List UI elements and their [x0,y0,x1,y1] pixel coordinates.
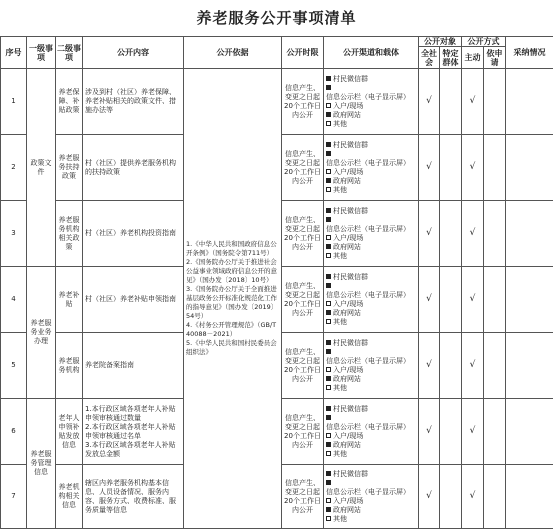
empty-box-icon [326,451,331,456]
channel-label: 入户/现场 [333,168,363,176]
row-channels [324,69,419,135]
channel-label: 信息公示栏（电子显示屏） [326,291,410,299]
checked-box-icon [326,349,331,354]
row-target-all [419,399,440,465]
row-mode-request [484,399,506,465]
channel-label: 其他 [333,186,347,194]
channel-option [326,300,416,309]
channel-label: 入户/现场 [333,432,363,440]
basis-line: 5.《中华人民共和国村民委员会组织法》 [186,339,279,357]
channel-label: 村民微信群 [333,405,368,413]
row-collect [506,399,553,465]
channel-label: 村民微信群 [333,470,368,478]
row-target-specific [440,201,462,267]
row-mode-active [462,135,484,201]
empty-box-icon [326,385,331,390]
content-line: 3.本行政区域各项老年人补贴发放总金额 [85,441,181,459]
row-content [83,135,184,201]
checked-box-icon [326,480,331,485]
check-mark-icon: √ [470,491,476,501]
row-time: 信息产生、变更之日起20个工作日内公开 [282,135,324,201]
check-mark-icon: √ [470,162,476,172]
empty-box-icon [326,169,331,174]
channel-list [326,273,416,327]
channel-label: 信息公示栏（电子显示屏） [326,93,410,101]
check-mark-icon: √ [470,360,476,370]
row-time: 信息产生、变更之日起20个工作日内公开 [282,201,324,267]
channel-option [326,168,416,177]
table-body [1,69,553,529]
channel-option [326,384,416,393]
channel-option [326,318,416,327]
row-collect [506,69,553,135]
channel-option [326,405,416,414]
channel-label: 政府网站 [333,309,361,317]
empty-box-icon [326,498,331,503]
row-target-all [419,201,440,267]
row-seq: 7 [1,465,27,529]
check-mark-icon: √ [470,426,476,436]
checked-box-icon [326,112,331,117]
row-mode-active [462,69,484,135]
row-collect [506,135,553,201]
checked-box-icon [326,76,331,81]
header-seq: 序号 [1,37,27,69]
channel-option [326,75,416,84]
channel-label: 其他 [333,252,347,260]
header-level2: 二级事项 [56,37,83,69]
row-collect [506,201,553,267]
channel-label: 入户/现场 [333,300,363,308]
row-mode-active [462,267,484,333]
channel-option [326,450,416,459]
row-mode-request [484,465,506,529]
row-seq: 5 [1,333,27,399]
row-seq: 4 [1,267,27,333]
checked-box-icon [326,442,331,447]
channel-option [326,414,416,432]
checked-box-icon [326,274,331,279]
channel-option [326,243,416,252]
row-mode-active [462,465,484,529]
row-target-specific [440,69,462,135]
channel-label: 村民微信群 [333,207,368,215]
row-mode-request [484,69,506,135]
channel-label: 政府网站 [333,375,361,383]
channel-label: 入户/现场 [333,234,363,242]
row-level2: 养老服务机构相关政策 [56,201,83,267]
row-mode-request [484,333,506,399]
channel-label: 信息公示栏（电子显示屏） [326,423,410,431]
page-title: 养老服务公开事项清单 [0,0,553,36]
header-target-specific: 特定群体 [440,47,462,69]
checked-box-icon [326,415,331,420]
content-line: 村（社区）养老补贴申领指南 [85,295,181,304]
empty-box-icon [326,301,331,306]
checked-box-icon [326,244,331,249]
header-content: 公开内容 [83,37,184,69]
row-channels [324,333,419,399]
check-mark-icon: √ [426,294,432,304]
row-level2: 养老补贴 [56,267,83,333]
channel-label: 政府网站 [333,243,361,251]
row-seq: 2 [1,135,27,201]
row-channels [324,135,419,201]
check-mark-icon: √ [470,96,476,106]
channel-option [326,339,416,348]
group-info: 养老服务管理信息 [27,399,56,529]
row-collect [506,465,553,529]
header-time: 公开时限 [282,37,324,69]
row-mode-request [484,201,506,267]
channel-option [326,366,416,375]
row-content [83,333,184,399]
channel-label: 信息公示栏（电子显示屏） [326,488,410,496]
content-line: 村（社区）提供养老服务机构的扶持政策 [85,159,181,177]
channel-label: 其他 [333,515,347,523]
row-level2: 养老服务扶持政策 [56,135,83,201]
channel-option [326,111,416,120]
channel-option [326,470,416,479]
check-mark-icon: √ [426,162,432,172]
channel-label: 入户/现场 [333,497,363,505]
channel-option [326,515,416,524]
channel-label: 村民微信群 [333,141,368,149]
row-target-all [419,267,440,333]
row-level2: 养老服务机构 [56,333,83,399]
channel-option [326,141,416,150]
checked-box-icon [326,178,331,183]
channel-option [326,252,416,261]
channel-label: 政府网站 [333,177,361,185]
row-channels [324,399,419,465]
empty-box-icon [326,121,331,126]
channel-label: 其他 [333,120,347,128]
channel-option [326,282,416,300]
row-mode-active [462,333,484,399]
row-level2: 老年人申领补贴发放信息 [56,399,83,465]
header-target-all: 全社会 [419,47,440,69]
row-content [83,201,184,267]
row-mode-request [484,135,506,201]
channel-label: 信息公示栏（电子显示屏） [326,225,410,233]
channel-option [326,479,416,497]
row-time: 信息产生、变更之日起20个工作日内公开 [282,333,324,399]
header-channel: 公开渠道和载体 [324,37,419,69]
channel-list [326,141,416,195]
check-mark-icon: √ [470,294,476,304]
channel-label: 政府网站 [333,441,361,449]
channel-list [326,339,416,393]
channel-option [326,506,416,515]
empty-box-icon [326,433,331,438]
row-seq: 3 [1,201,27,267]
channel-option [326,186,416,195]
empty-box-icon [326,253,331,258]
checked-box-icon [326,471,331,476]
row-target-specific [440,135,462,201]
check-mark-icon: √ [470,228,476,238]
channel-option [326,497,416,506]
channel-list [326,405,416,459]
row-mode-active [462,399,484,465]
row-mode-active [462,201,484,267]
content-line: 涉及到村（社区）养老保障、养老补贴相关的政策文件、措施办法等 [85,88,181,115]
basis-line: 1.《中华人民共和国政府信息公开条例》（国务院令第711号） [186,240,279,258]
empty-box-icon [326,319,331,324]
row-seq: 1 [1,69,27,135]
empty-box-icon [326,103,331,108]
header-level1: 一级事项 [27,37,56,69]
row-time: 信息产生、变更之日起20个工作日内公开 [282,69,324,135]
check-mark-icon: √ [426,491,432,501]
channel-label: 信息公示栏（电子显示屏） [326,357,410,365]
channel-label: 政府网站 [333,506,361,514]
row-channels [324,201,419,267]
channel-option [326,216,416,234]
row-collect [506,267,553,333]
channel-label: 村民微信群 [333,75,368,83]
content-line: 养老院备案指南 [85,361,181,370]
row-time: 信息产生、变更之日起20个工作日内公开 [282,267,324,333]
channel-label: 其他 [333,318,347,326]
row-target-all [419,465,440,529]
channel-list [326,75,416,129]
checked-box-icon [326,283,331,288]
empty-box-icon [326,516,331,521]
channel-option [326,84,416,102]
channel-label: 入户/现场 [333,102,363,110]
channel-option [326,120,416,129]
row-target-specific [440,267,462,333]
header-mode: 公开方式 [462,37,506,47]
checked-box-icon [326,142,331,147]
header-mode-request: 依申请 [484,47,506,69]
header-target: 公开对象 [419,37,462,47]
disclosure-table [0,36,553,529]
checked-box-icon [326,340,331,345]
group-business: 养老服务业务办理 [27,267,56,399]
channel-label: 其他 [333,450,347,458]
checked-box-icon [326,376,331,381]
channel-option [326,432,416,441]
row-content [83,69,184,135]
row-time: 信息产生、变更之日起20个工作日内公开 [282,465,324,529]
channel-option [326,102,416,111]
group-policy: 政策文件 [27,69,56,267]
header-mode-active: 主动 [462,47,484,69]
content-line: 2.本行政区域各项老年人补贴申领审核通过名单 [85,423,181,441]
row-level2: 养老机构相关信息 [56,465,83,529]
checked-box-icon [326,507,331,512]
channel-option [326,273,416,282]
checked-box-icon [326,208,331,213]
channel-option [326,375,416,384]
channel-label: 村民微信群 [333,339,368,347]
header-basis: 公开依据 [184,37,282,69]
row-target-specific [440,333,462,399]
row-content [83,267,184,333]
check-mark-icon: √ [426,360,432,370]
row-seq: 6 [1,399,27,465]
channel-label: 入户/现场 [333,366,363,374]
checked-box-icon [326,151,331,156]
row-target-specific [440,465,462,529]
row-channels [324,267,419,333]
header-collect: 采纳情况 [506,37,553,69]
channel-option [326,441,416,450]
row-mode-request [484,267,506,333]
empty-box-icon [326,367,331,372]
row-content [83,465,184,529]
channel-option [326,348,416,366]
basis-line: 3.《国务院办公厅关于全面推进基层政务公开标准化规范化工作的指导意见》（国办发〔2019〕54号） [186,285,279,321]
channel-option [326,150,416,168]
content-line: 辖区内养老服务机构基本信息、人员设备情况、服务内容、服务方式、收费标准、服务质量等信息 [85,479,181,515]
channel-label: 其他 [333,384,347,392]
row-target-all [419,333,440,399]
row-target-specific [440,399,462,465]
channel-label: 村民微信群 [333,273,368,281]
check-mark-icon: √ [426,228,432,238]
channel-label: 政府网站 [333,111,361,119]
check-mark-icon: √ [426,96,432,106]
checked-box-icon [326,406,331,411]
row-target-all [419,135,440,201]
row-collect [506,333,553,399]
empty-box-icon [326,235,331,240]
basis-line: 2.《国务院办公厅关于推进社会公益事业领域政府信息公开的意见》（国办发〔2018〕10号） [186,258,279,285]
channel-option [326,234,416,243]
channel-label: 信息公示栏（电子显示屏） [326,159,410,167]
check-mark-icon: √ [426,426,432,436]
channel-option [326,177,416,186]
row-time: 信息产生、变更之日起20个工作日内公开 [282,399,324,465]
basis-line: 4.《村务公开管理规范》（GB/T 40088－2021） [186,321,279,339]
content-line: 1.本行政区域各项老年人补贴申领审核通过数量 [85,405,181,423]
checked-box-icon [326,217,331,222]
channel-list [326,470,416,524]
checked-box-icon [326,310,331,315]
table-row [1,69,553,135]
row-level2: 养老保障、补贴政策 [56,69,83,135]
checked-box-icon [326,85,331,90]
empty-box-icon [326,187,331,192]
channel-list [326,207,416,261]
channel-option [326,309,416,318]
channel-option [326,207,416,216]
row-target-all [419,69,440,135]
basis-cell [184,69,282,529]
row-channels [324,465,419,529]
row-content [83,399,184,465]
content-line: 村（社区）养老机构投资指南 [85,229,181,238]
